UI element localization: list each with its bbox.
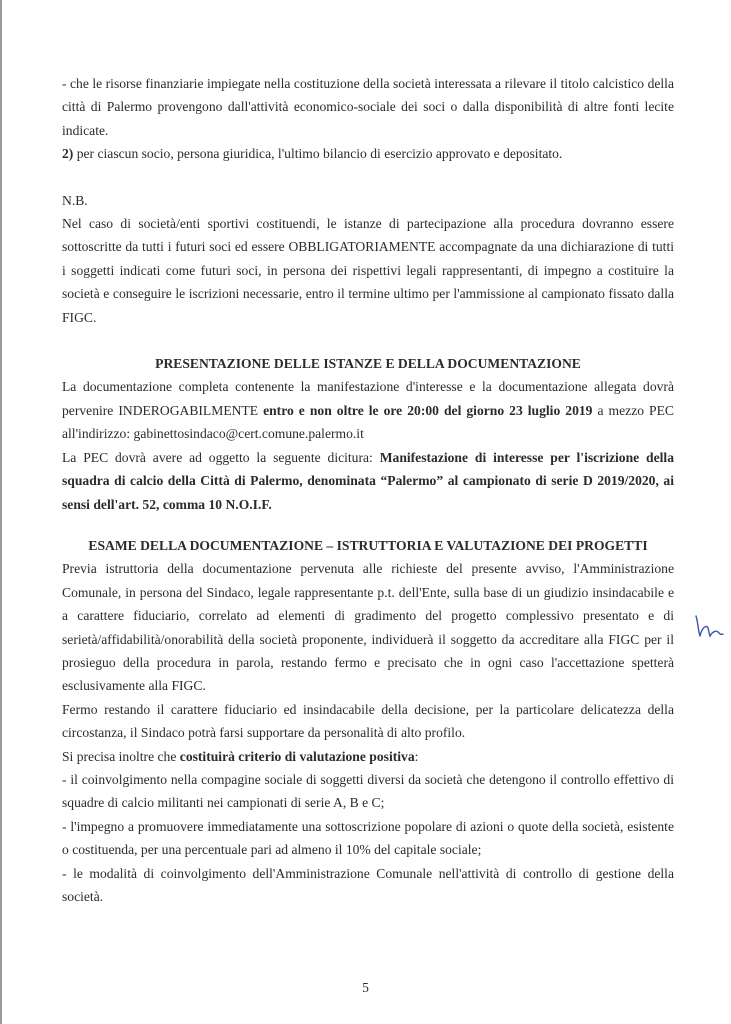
- bullet-modalita: - le modalità di coinvolgimento dell'Amministrazione Comunale nell'attività di controllo di gestione della società.: [62, 865, 674, 904]
- paragraph-criterio: [62, 745, 674, 768]
- text-run: a mezzo PEC all'indirizzo: gabinettosindaco@cert.comune.palermo.it: [62, 402, 674, 442]
- text-run: La PEC dovrà avere ad oggetto la seguente dicitura:: [62, 449, 380, 465]
- nb-title: N.B.: [62, 192, 88, 208]
- bullet-sottoscrizione: - l'impegno a promuovere immediatamente una sottoscrizione popolare di azioni o quote della società, esistente o costituenda, per una percentuale pari ad almeno il 10% del capitale sociale;: [62, 818, 674, 858]
- paragraph-oggetto-pec: [62, 446, 674, 516]
- item-text: per ciascun socio, persona giuridica, l'ultimo bilancio di esercizio approvato e depositato.: [73, 146, 563, 162]
- criterio-bold: costituirà criterio di valutazione positiva: [179, 748, 415, 764]
- text-run: Si precisa inoltre che: [62, 748, 180, 764]
- page-number: 5: [362, 980, 369, 995]
- document-body: [62, 72, 674, 908]
- initials-signature: [692, 612, 726, 640]
- item-number: 2): [62, 146, 74, 162]
- heading-presentazione: PRESENTAZIONE DELLE ISTANZE E DELLA DOCUMENTAZIONE: [155, 356, 581, 372]
- paragraph-fermo-restando: Fermo restando il carattere fiduciario ed insindacabile della decisione, per la particolare delicatezza della circostanza, il Sindaco potrà farsi supportare da personalità di alto profilo.: [62, 701, 674, 741]
- page-edge: [0, 0, 2, 1024]
- paragraph-item-2: [62, 142, 674, 165]
- paragraph-scadenza: [62, 375, 674, 445]
- bullet-coinvolgimento: - il coinvolgimento nella compagine sociale di soggetti diversi da società che detengono il controllo effettivo di squadre di calcio militanti nei campionati di serie A, B e C;: [62, 771, 674, 811]
- subject-bold: Manifestazione di interesse per l'iscrizione della squadra di calcio della Città di Palermo, denominata “Palermo” al campionato di serie D 2019/2020, ai sensi dell'art. 52, comma 10 N.O.I.F.: [62, 449, 675, 512]
- text-run: :: [414, 748, 419, 764]
- heading-esame: ESAME DELLA DOCUMENTAZIONE – ISTRUTTORIA E VALUTAZIONE DEI PROGETTI: [88, 537, 648, 553]
- paragraph-risorse: - che le risorse finanziarie impiegate nella costituzione della società interessata a rilevare il titolo calcistico della città di Palermo provengono dall'attività economico-sociale dei soci o dalla disponibilità di altre fonti lecite indicate.: [62, 76, 674, 138]
- nb-paragraph: Nel caso di società/enti sportivi costituendi, le istanze di partecipazione alla procedura dovranno essere sottoscritte da tutti i futuri soci ed essere OBBLIGATORIAMENTE accompagnate da una dichiarazione di tutti i soggetti indicati come futuri soci, in persona dei rispettivi legali rappresentanti, di impegno a costituire la società e conseguire le iscrizioni necessarie, entro il termine ultimo per l'ammissione al campionato fissato dalla FIGC.: [62, 216, 674, 325]
- text-run: La documentazione completa contenente la manifestazione d'interesse e la documentazione allegata dovrà pervenire INDEROGABILMENTE: [62, 379, 674, 418]
- deadline-bold: entro e non oltre le ore 20:00 del giorno 23 luglio 2019: [263, 402, 593, 418]
- paragraph-istruttoria: Previa istruttoria della documentazione pervenuta alle richieste del presente avviso, l'Amministrazione Comunale, in persona del Sindaco, legale rappresentante p.t. dell'Ente, sulla base di un giudizio insindacabile e a carattere fiduciario, correlato ad elementi di gradimento del progetto complessivo presentato e di serietà/affidabilità/onorabilità della società proponente, individuerà il soggetto da accreditare alla FIGC per il prosieguo della procedura in parola, restando fermo e precisato che in ogni caso l'accettazione spetterà esclusivamente alla FIGC.: [62, 561, 674, 694]
